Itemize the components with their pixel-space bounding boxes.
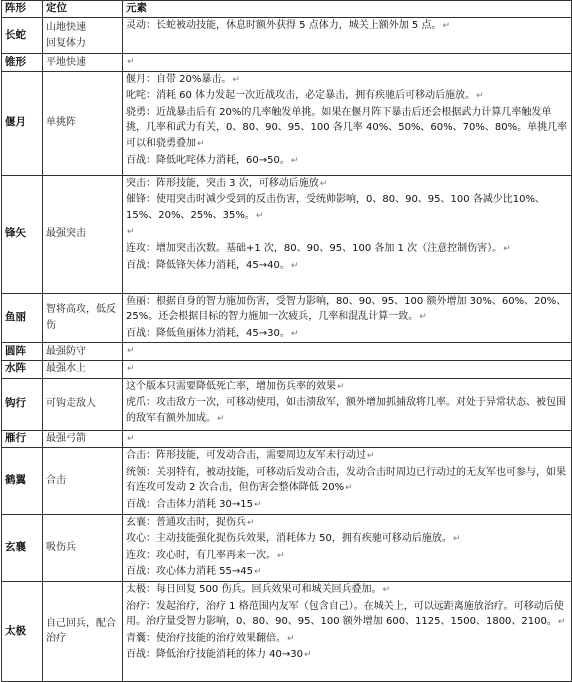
element-line — [126, 515, 568, 532]
formation-position — [43, 293, 123, 343]
return-mark-icon: ↵ — [419, 312, 427, 323]
formation-elements — [123, 360, 572, 378]
element-line — [126, 448, 568, 465]
element-text: 青囊：使治疗技能的治疗效果翻倍。 — [126, 632, 286, 644]
return-mark-icon: ↵ — [319, 178, 328, 189]
formation-position — [43, 581, 123, 681]
table-row — [2, 378, 572, 430]
position-line: 回复体力 — [46, 37, 86, 49]
element-line — [126, 395, 568, 427]
return-mark-icon: ↵ — [127, 227, 135, 238]
table-row — [2, 343, 572, 361]
position-line: 最强水上 — [46, 363, 86, 375]
formation-name: 钩行 — [2, 378, 43, 430]
element-text: 百战：攻心体力消耗 55→45 — [126, 566, 254, 578]
element-text: 百战：合击体力消耗 30→15 — [126, 498, 254, 510]
formation-elements — [123, 175, 572, 293]
formation-table — [1, 0, 572, 682]
element-text: 百战：降低治疗技能消耗的体力 40→30 — [126, 649, 304, 661]
formation-name: 鱼丽 — [2, 293, 43, 343]
table-row — [2, 430, 572, 448]
element-line — [126, 18, 568, 35]
element-text: 叱咤：消耗 60 体力发起一次近战攻击，必定暴击，拥有疾驰后可移动后施放。 — [126, 90, 476, 102]
element-line — [126, 548, 568, 565]
element-text: 偃月：自带 20%暴击。 — [126, 73, 232, 85]
element-line — [126, 343, 568, 360]
formation-elements — [123, 343, 572, 361]
element-text: 百战：降低叱咤体力消耗，60→50。 — [126, 154, 290, 166]
element-text: 百战：降低锋矢体力消耗，45→40。 — [126, 259, 290, 271]
formation-name: 锋矢 — [2, 175, 43, 293]
return-mark-icon: ↵ — [476, 91, 484, 102]
position-line: 最强防守 — [46, 345, 86, 357]
position-line: 最强弓箭 — [46, 433, 86, 445]
element-text: 百战：降低鱼丽体力消耗，45→30。 — [126, 327, 290, 339]
formation-position — [43, 71, 123, 175]
position-line: 合击 — [46, 475, 66, 487]
element-text: 统领：关羽特有，被动技能，可移动后发动合击，发动合击时周边已行动过的无友军也可参与，如果有连攻可发动 2 次合击，但伤害会整体降低 20% — [126, 466, 566, 494]
formation-elements — [123, 430, 572, 448]
position-line: 单挑阵 — [46, 117, 76, 129]
return-mark-icon: ↵ — [287, 633, 295, 644]
header-formation: 阵形 — [2, 1, 43, 18]
header-row — [2, 1, 572, 18]
element-line — [126, 582, 568, 599]
formation-elements — [123, 514, 572, 581]
formation-name: 玄襄 — [2, 514, 43, 581]
table-row — [2, 175, 572, 293]
formation-name: 雁行 — [2, 430, 43, 448]
return-mark-icon: ↵ — [277, 550, 285, 561]
return-mark-icon: ↵ — [290, 155, 299, 166]
formation-name: 太极 — [2, 581, 43, 681]
element-line — [126, 326, 568, 343]
table-row — [2, 18, 572, 54]
position-line: 自己回兵，配合治疗 — [46, 617, 116, 645]
element-text: 连攻：攻心时，有几率再来一次。 — [126, 549, 276, 561]
position-line: 平地快速 — [46, 56, 86, 68]
formation-elements — [123, 448, 572, 514]
element-text: 鱼丽：根据自身的智力施加伤害，受智力影响，80、90、95、100 额外增加 30%、60%、20%、25%。还会根据目标的智力施加一次疲兵，几率和混乱计算一致。 — [126, 295, 567, 323]
return-mark-icon: ↵ — [452, 534, 461, 545]
return-mark-icon: ↵ — [127, 346, 135, 357]
element-line — [126, 72, 568, 89]
element-line — [126, 361, 568, 378]
return-mark-icon: ↵ — [345, 483, 353, 494]
element-line — [126, 497, 568, 514]
table-row — [2, 293, 572, 343]
element-text: 虎爪：攻击敌方一次，可移动使用，如击溃敌军，额外增加抓捕敌将几率。对处于异常状态、被包围的敌军有额外加成。 — [126, 397, 566, 424]
element-line — [126, 379, 568, 396]
return-mark-icon: ↵ — [127, 433, 135, 444]
element-line — [126, 224, 568, 241]
return-mark-icon: ↵ — [247, 517, 255, 528]
return-mark-icon: ↵ — [197, 138, 205, 149]
table-row — [2, 54, 572, 72]
element-text: 突击：阵形技能，突击 3 次，可移动后施放 — [126, 177, 319, 189]
table-row — [2, 448, 572, 514]
element-line — [126, 105, 568, 153]
return-mark-icon: ↵ — [290, 328, 299, 339]
formation-name: 偃月 — [2, 71, 43, 175]
return-mark-icon: ↵ — [382, 584, 390, 595]
formation-elements — [123, 54, 572, 72]
element-text: 治疗：发起治疗，治疗 1 格范围内友军（包含自己）。在城关上，可以远距离施放治疗。可移动后使用。治疗量受智力影响，0、80、90、95、100 额外增加 600、1125、1500、1800、2100。 — [126, 600, 564, 628]
return-mark-icon: ↵ — [557, 617, 566, 628]
element-line — [126, 241, 568, 258]
formation-position — [43, 448, 123, 514]
element-text: 攻心：主动技能强化捉伤兵效果，消耗体力 50，拥有疾驰可移动后施放。 — [126, 533, 452, 545]
position-line: 山地快速 — [46, 21, 86, 33]
element-line — [126, 465, 568, 497]
formation-position — [43, 54, 123, 72]
formation-position — [43, 343, 123, 361]
position-line: 最强突击 — [46, 228, 86, 240]
header-position: 定位 — [43, 1, 123, 18]
formation-position — [43, 175, 123, 293]
formation-name: 鹤翼 — [2, 448, 43, 514]
element-text: 太极：每日回复 500 伤兵。回兵效果可和城关回兵叠加。 — [126, 583, 382, 595]
element-line — [126, 258, 568, 275]
element-line — [126, 599, 568, 631]
table-row — [2, 71, 572, 175]
element-text: 连攻：增加突击次数。基础+1 次，80、90、95、100 各加 1 次（注意控制伤害）。 — [126, 242, 503, 254]
position-line: 吸伤兵 — [46, 541, 76, 553]
element-text: 灵动：长蛇被动技能，休息时额外获得 5 点体力，城关上额外加 5 点。 — [126, 20, 442, 31]
table-row — [2, 581, 572, 681]
formation-elements — [123, 293, 572, 343]
formation-position — [43, 18, 123, 54]
formation-name: 长蛇 — [2, 18, 43, 54]
return-mark-icon: ↵ — [290, 260, 299, 271]
element-line — [126, 431, 568, 448]
formation-position — [43, 360, 123, 378]
element-text: 催锋：使用突击时减少受到的反击伤害，受统帅影响，0、80、90、95、100 各减少比10%、15%、20%、25%、35%。 — [126, 194, 546, 221]
return-mark-icon: ↵ — [254, 499, 262, 510]
formation-elements — [123, 378, 572, 430]
table-row — [2, 514, 572, 581]
return-mark-icon: ↵ — [367, 451, 375, 462]
formation-position — [43, 514, 123, 581]
formation-position — [43, 430, 123, 448]
table-row — [2, 360, 572, 378]
element-line — [126, 531, 568, 548]
element-line — [126, 294, 568, 326]
formation-elements — [123, 71, 572, 175]
element-text: 骁勇：近战暴击后有 20%的几率触发单挑。如果在偃月阵下暴击后还会根据武力计算几率触发单挑，几率和武力有关，0、80、90、95、100 各几率 40%、50%、60%、70%、80%。单挑几率可以和骁勇叠加 — [126, 106, 568, 149]
element-line — [126, 176, 568, 193]
return-mark-icon: ↵ — [127, 57, 135, 67]
formation-name: 水阵 — [2, 360, 43, 378]
formation-elements — [123, 18, 572, 54]
element-line — [126, 192, 568, 224]
element-line — [126, 54, 568, 71]
formation-position — [43, 378, 123, 430]
element-line — [126, 647, 568, 664]
position-line: 可钩走敌人 — [46, 398, 96, 410]
header-elements: 元素 — [123, 1, 572, 18]
return-mark-icon: ↵ — [255, 210, 264, 221]
formation-elements — [123, 581, 572, 681]
position-line: 智将高攻，低反伤 — [46, 304, 116, 331]
element-line — [126, 153, 568, 170]
element-text: 这个版本只需要降低死亡率，增加伤兵率的效果 — [126, 380, 336, 392]
element-line — [126, 564, 568, 581]
formation-name: 圆阵 — [2, 343, 43, 361]
element-line — [126, 88, 568, 105]
return-mark-icon: ↵ — [254, 567, 262, 578]
element-text: 玄襄：普通攻击时，捉伤兵 — [126, 516, 246, 528]
return-mark-icon: ↵ — [442, 21, 450, 31]
element-text: 合击：阵形技能，可发动合击，需要周边友军未行动过 — [126, 450, 366, 462]
return-mark-icon: ↵ — [304, 650, 312, 661]
return-mark-icon: ↵ — [127, 363, 135, 374]
formation-name: 锥形 — [2, 54, 43, 72]
return-mark-icon: ↵ — [217, 413, 225, 424]
element-line — [126, 631, 568, 648]
return-mark-icon: ↵ — [337, 381, 345, 392]
return-mark-icon: ↵ — [503, 243, 511, 254]
return-mark-icon: ↵ — [232, 74, 240, 85]
